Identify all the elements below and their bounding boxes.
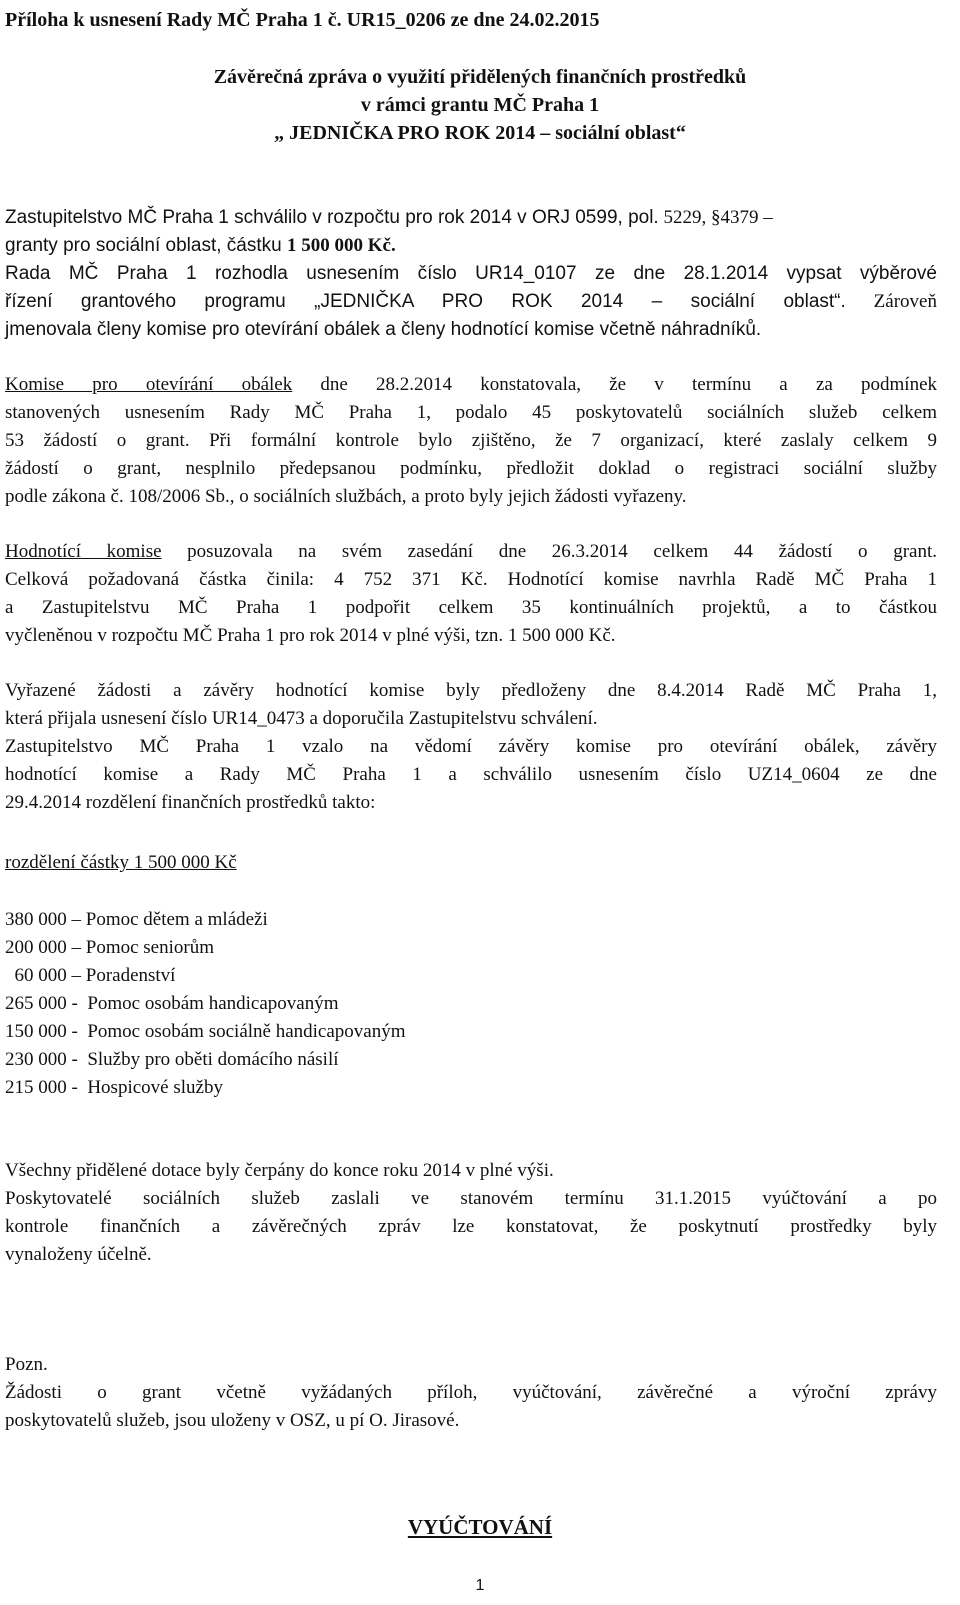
allocation-separator: - [66, 1077, 88, 1098]
allocation-item [5, 934, 214, 961]
paragraph-4-line-2: Celková požadovaná částka činila: 4 752 371 Kč. Hodnotící komise navrhla Radě MČ Praha 1 [5, 569, 937, 590]
evaluation-committee-label: Hodnotící komise [5, 541, 162, 562]
allocation-item [5, 990, 339, 1017]
allocation-amount: 230 000 [5, 1049, 67, 1070]
allocation-item [5, 962, 175, 989]
allocation-separator: - [66, 1049, 88, 1070]
p1-l2-amount: 1 500 000 Kč. [286, 235, 396, 256]
allocation-amount: 150 000 [5, 1021, 67, 1042]
allocation-amount: 60 000 [5, 965, 67, 986]
note-line-1: Žádosti o grant včetně vyžádaných příloh, vyúčtování, závěrečné a výroční zprávy [5, 1382, 937, 1403]
allocation-item [5, 1046, 339, 1073]
allocation-separator: – [66, 909, 86, 930]
allocation-item [5, 1018, 406, 1045]
p1-l1-text: Zastupitelstvo MČ Praha 1 schválilo v rozpočtu pro rok 2014 v ORJ 0599, pol. [5, 207, 659, 228]
allocation-separator: – [66, 937, 86, 958]
allocation-separator: - [66, 993, 88, 1014]
p2-l2-text: řízení grantového programu „JEDNIČKA PRO ROK 2014 – sociální oblast“. [5, 291, 846, 312]
paragraph-3-line-2: stanovených usnesením Rady MČ Praha 1, podalo 45 poskytovatelů sociálních služeb celkem [5, 402, 937, 423]
opening-committee-label: Komise pro otevírání obálek [5, 374, 293, 395]
allocation-label: Pomoc osobám sociálně handicapovaným [87, 1021, 406, 1042]
paragraph-6-line-3: kontrole finančních a závěrečných zpráv lze konstatovat, že poskytnutí prostředky byly [5, 1216, 937, 1237]
p2-l2-tail: Zároveň [845, 291, 937, 312]
paragraph-3-line-5: podle zákona č. 108/2006 Sb., o sociálních službách, a proto byly jejich žádosti vyřazeny. [5, 486, 687, 507]
paragraph-2-line-2 [5, 288, 937, 315]
allocation-amount: 200 000 [5, 937, 67, 958]
allocation-heading: rozdělení částky 1 500 000 Kč [5, 852, 237, 873]
title-line-3: „ JEDNIČKA PRO ROK 2014 – sociální oblast“ [274, 122, 686, 144]
paragraph-5-line-5: 29.4.2014 rozdělení finančních prostředků takto: [5, 792, 376, 813]
allocation-item [5, 906, 268, 933]
paragraph-3-line-3: 53 žádostí o grant. Při formální kontrole bylo zjištěno, že 7 organizací, které zaslaly celkem 9 [5, 430, 937, 451]
paragraph-1-line-2 [5, 232, 937, 259]
p1-l2-text: granty pro sociální oblast, částku [5, 235, 287, 256]
paragraph-1-line-1 [5, 204, 937, 231]
paragraph-2-line-3: jmenovala členy komise pro otevírání obálek a členy hodnotící komise včetně náhradníků. [5, 319, 762, 340]
paragraph-5-line-3: Zastupitelstvo MČ Praha 1 vzalo na vědomí závěry komise pro otevírání obálek, závěry [5, 736, 937, 757]
allocation-label: Hospicové služby [87, 1077, 223, 1098]
allocation-amount: 265 000 [5, 993, 67, 1014]
p4-l1-rest: posuzovala na svém zasedání dne 26.3.2014 celkem 44 žádostí o grant. [161, 541, 937, 562]
attachment-line: Příloha k usnesení Rady MČ Praha 1 č. UR15_0206 ze dne 24.02.2015 [5, 9, 600, 31]
paragraph-3-line-4: žádostí o grant, nesplnilo předepsanou podmínku, předložit doklad o registraci sociální služby [5, 458, 937, 479]
paragraph-4-line-1 [5, 538, 937, 565]
paragraph-6-line-2: Poskytovatelé sociálních služeb zaslali ve stanovém termínu 31.1.2015 vyúčtování a po [5, 1188, 937, 1209]
note-line-2: poskytovatelů služeb, jsou uloženy v OSZ, u pí O. Jirasové. [5, 1410, 460, 1431]
allocation-separator: – [66, 965, 86, 986]
p1-l1-code: 5229, §4379 – [658, 207, 773, 228]
title-line-2: v rámci grantu MČ Praha 1 [360, 94, 600, 116]
paragraph-4-line-3: a Zastupitelstvu MČ Praha 1 podpořit celkem 35 kontinuálních projektů, a to částkou [5, 597, 937, 618]
paragraph-6-line-1: Všechny přidělené dotace byly čerpány do konce roku 2014 v plné výši. [5, 1160, 554, 1181]
paragraph-2-line-1: Rada MČ Praha 1 rozhodla usnesením číslo UR14_0107 ze dne 28.1.2014 vypsat výběrové [5, 263, 937, 284]
allocation-label: Služby pro oběti domácího násilí [87, 1049, 339, 1070]
section-title: VYÚČTOVÁNÍ [407, 1515, 553, 1539]
allocation-separator: - [66, 1021, 88, 1042]
allocation-label: Pomoc dětem a mládeži [85, 909, 268, 930]
note-label: Pozn. [5, 1354, 48, 1375]
paragraph-5-line-4: hodnotící komise a Rady MČ Praha 1 a schválilo usnesením číslo UZ14_0604 ze dne [5, 764, 937, 785]
title-line-1: Závěrečná zpráva o využití přidělených finančních prostředků [213, 66, 747, 88]
allocation-label: Poradenství [85, 965, 176, 986]
allocation-amount: 215 000 [5, 1077, 67, 1098]
paragraph-5-line-2: která přijala usnesení číslo UR14_0473 a doporučila Zastupitelstvu schválení. [5, 708, 598, 729]
allocation-label: Pomoc osobám handicapovaným [87, 993, 339, 1014]
paragraph-6-line-4: vynaloženy účelně. [5, 1244, 152, 1265]
page-number: 1 [475, 1577, 485, 1594]
p3-l1-rest: dne 28.2.2014 konstatovala, že v termínu a za podmínek [292, 374, 938, 395]
allocation-item [5, 1074, 223, 1101]
allocation-amount: 380 000 [5, 909, 67, 930]
paragraph-5-line-1: Vyřazené žádosti a závěry hodnotící komise byly předloženy dne 8.4.2014 Radě MČ Praha 1, [5, 680, 937, 701]
paragraph-4-line-4: vyčleněnou v rozpočtu MČ Praha 1 pro rok 2014 v plné výši, tzn. 1 500 000 Kč. [5, 625, 616, 646]
paragraph-3-line-1 [5, 371, 937, 398]
allocation-label: Pomoc seniorům [85, 937, 214, 958]
